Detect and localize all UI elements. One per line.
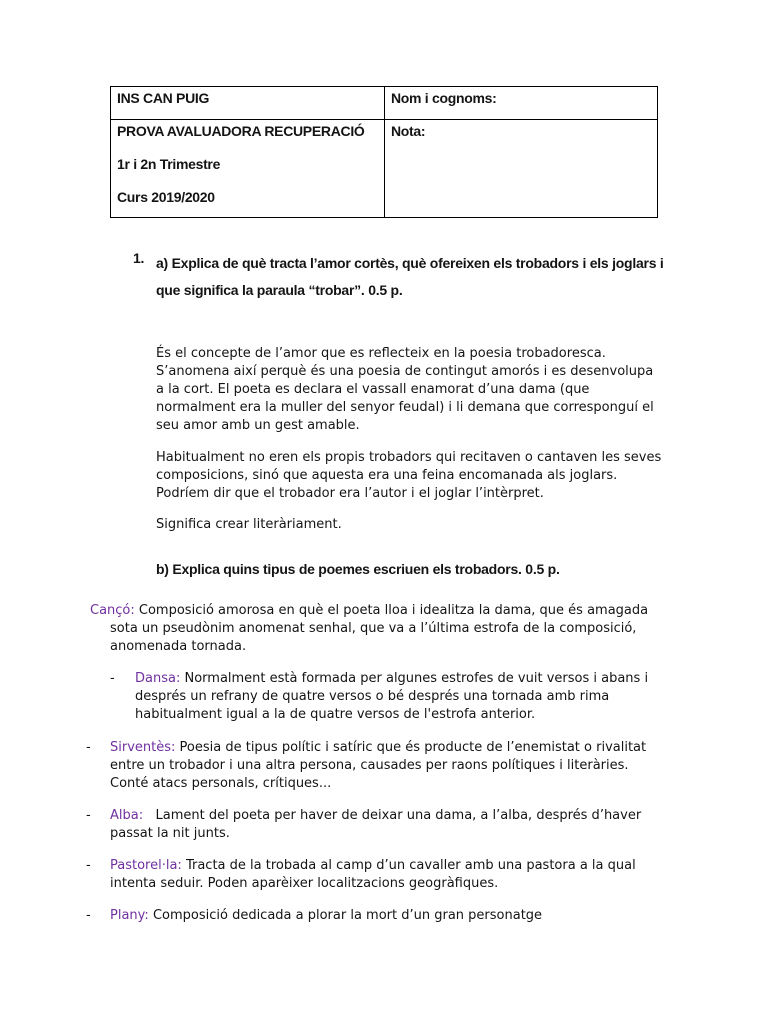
exam-terms: 1r i 2n Trimestre	[117, 156, 221, 172]
poem-type-canco	[90, 602, 670, 656]
poem-type-label: Plany:	[110, 908, 149, 923]
answer-paragraph-2: Habitualment no eren els propis trobadors qui recitaven o cantaven les seves composicions, sinó que aquesta era una feina encomanada als joglars. Podríem dir que el trobador era l’autor i el joglar l’intèrpret.	[156, 450, 662, 501]
list-dash: -	[86, 908, 91, 923]
poem-type-alba	[86, 807, 670, 843]
name-cell	[385, 87, 658, 120]
poem-type-description: Tracta de la trobada al camp d’un cavaller amb una pastora a la qual intenta seduir. Poden aparèixer localitzacions geogràfiques.	[110, 858, 636, 891]
poem-type-label: Cançó:	[90, 603, 135, 618]
poem-type-description: Lament del poeta per haver de deixar una dama, a l’alba, després d’haver passat la nit junts.	[110, 808, 642, 841]
poem-type-label: Alba:	[110, 808, 144, 823]
exam-course: Curs 2019/2020	[117, 189, 215, 205]
poem-type-label: Sirventès:	[110, 740, 176, 755]
question-1b-text: b) Explica quins tipus de poemes escriuen els trobadors. 0.5 p.	[156, 561, 560, 577]
poem-type-dansa	[110, 670, 670, 724]
poem-type-pastorella	[86, 857, 670, 893]
poem-type-sirventes	[86, 739, 670, 793]
list-dash: -	[110, 671, 115, 686]
exam-title: PROVA AVALUADORA RECUPERACIÓ	[117, 123, 365, 139]
list-dash: -	[86, 858, 91, 873]
answer-paragraph-1: És el concepte de l’amor que es reflecteix en la poesia trobadoresca. S’anomena així perquè és una poesia de contingut amorós i es desenvolupa a la cort. El poeta es declara el vassall enamorat d’una dama (que normalment era la muller del senyor feudal) i li demana que corresponguí el seu amor amb un gest amable.	[156, 346, 654, 433]
poem-type-description: Normalment està formada per algunes estrofes de vuit versos i abans i després un refrany de quatre versos o bé després una tornada amb rima habitualment igual a la de quatre versos de l'estrofa anterior.	[135, 671, 649, 722]
school-cell	[111, 87, 385, 120]
poem-type-label: Dansa:	[135, 671, 181, 686]
name-label: Nom i cognoms:	[391, 90, 497, 106]
grade-label: Nota:	[391, 123, 426, 139]
answer-paragraph-3: Significa crear literàriament.	[156, 517, 342, 532]
poem-type-label: Pastorel·la:	[110, 858, 182, 873]
exam-info-cell	[111, 120, 385, 218]
grade-cell	[385, 120, 658, 218]
poem-type-description: Composició amorosa en què el poeta lloa i idealitza la dama, que és amagada sota un pseudònim anomenat senhal, que va a l’última estrofa de la composició, anomenada tornada.	[110, 603, 649, 654]
poem-type-plany	[86, 907, 670, 925]
question-1a-text: a) Explica de què tracta l’amor cortès, què ofereixen els trobadors i els joglars i que significa la paraula “trobar”. 0.5 p.	[156, 255, 664, 298]
school-name: INS CAN PUIG	[117, 90, 210, 106]
list-dash: -	[86, 740, 91, 755]
list-dash: -	[86, 808, 91, 823]
header-table	[110, 86, 658, 218]
poem-type-description: Poesia de tipus polític i satíric que és producte de l’enemistat o rivalitat entre un trobador i una altra persona, causades per raons polítiques i literàries. Conté atacs personals, crítiques...	[110, 740, 647, 791]
question-number: 1.	[133, 250, 145, 266]
poem-type-description: Composició dedicada a plorar la mort d’un gran personatge	[152, 908, 543, 923]
